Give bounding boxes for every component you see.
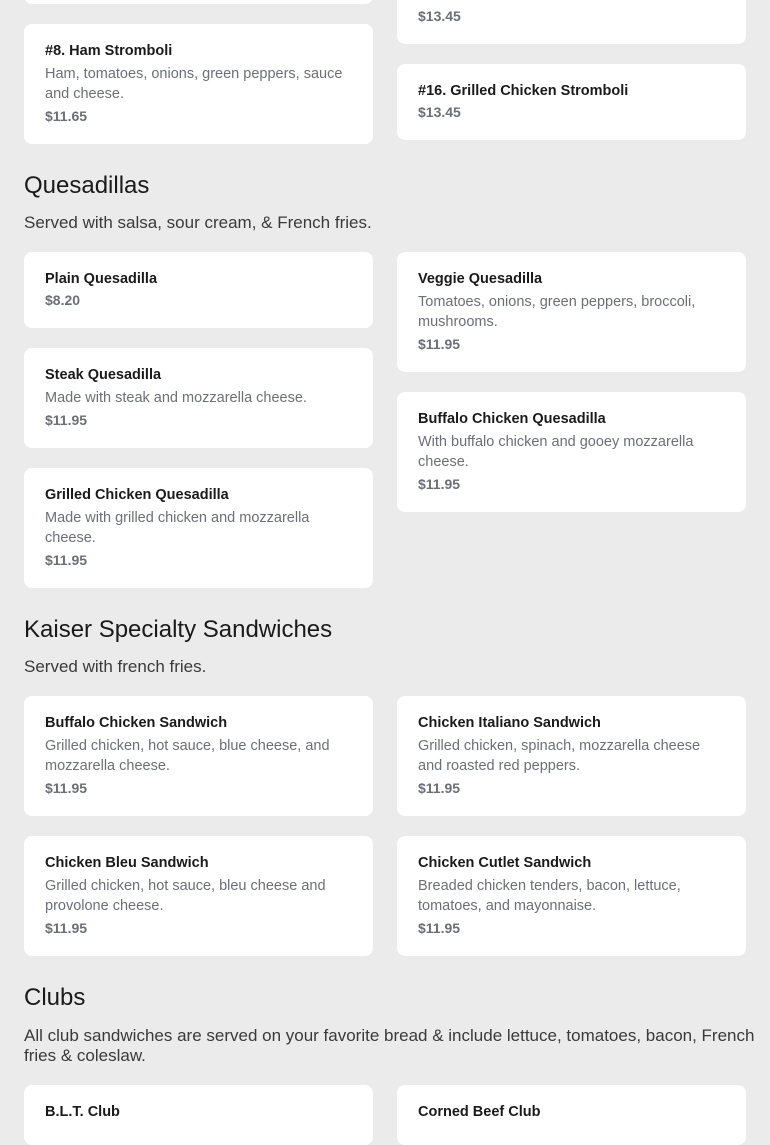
item-name: Grilled Chicken Quesadilla [45,487,229,503]
item-price: $13.45 [418,104,461,120]
menu-item-card[interactable] [24,0,373,4]
section-title-quesadillas: Quesadillas [24,172,150,199]
item-price: $11.95 [45,552,88,568]
menu-item-card[interactable] [397,0,746,44]
menu-item-card-ham-stromboli[interactable] [24,24,373,144]
section-subtitle-quesadillas: Served with salsa, sour cream, & French fries. [24,213,372,232]
menu-item-card-grilled-chicken-quesadilla[interactable] [24,468,373,588]
section-subtitle-kaiser: Served with french fries. [24,657,207,676]
item-price: $11.95 [45,780,88,796]
item-price: $11.95 [45,412,88,428]
item-description: Breaded chicken tenders, bacon, lettuce, tomatoes, and mayonnaise. [418,878,681,914]
item-name: #16. Grilled Chicken Stromboli [418,83,629,99]
item-name: B.L.T. Club [45,1104,120,1120]
item-price: $8.20 [45,292,81,308]
item-description: Grilled chicken, hot sauce, blue cheese, and mozzarella cheese. [45,738,330,774]
item-price: $11.95 [418,476,461,492]
menu-item-card-chicken-cutlet-sandwich[interactable] [397,836,746,956]
item-description: Grilled chicken, spinach, mozzarella cheese and roasted red peppers. [418,738,701,774]
item-description: Made with steak and mozzarella cheese. [45,390,307,406]
item-name: Corned Beef Club [418,1104,541,1120]
menu-item-card-chicken-italiano-sandwich[interactable] [397,696,746,816]
item-name: Chicken Bleu Sandwich [45,855,209,871]
item-description: With buffalo chicken and gooey mozzarella cheese. [418,434,694,470]
item-description: Tomatoes, onions, green peppers, broccoli, mushrooms. [418,294,696,330]
item-description: Made with grilled chicken and mozzarella cheese. [45,510,310,546]
menu-item-card-buffalo-chicken-quesadilla[interactable] [397,392,746,512]
section-title-kaiser: Kaiser Specialty Sandwiches [24,616,333,643]
item-price: $11.95 [418,920,461,936]
section-subtitle-clubs: All club sandwiches are served on your favorite bread & include lettuce, tomatoes, bacon, French fries & coleslaw. [24,1026,755,1065]
item-description: Grilled chicken, hot sauce, bleu cheese and provolone cheese. [45,878,326,914]
item-price: $13.45 [418,8,461,24]
menu-item-card-chicken-bleu-sandwich[interactable] [24,836,373,956]
item-description: Ham, tomatoes, onions, green peppers, sauce and cheese. [45,66,343,102]
menu-item-card-blt-club[interactable] [24,1085,373,1145]
item-name: Steak Quesadilla [45,367,162,383]
menu-item-card-steak-quesadilla[interactable] [24,348,373,448]
item-name: Buffalo Chicken Sandwich [45,715,228,731]
section-title-clubs: Clubs [24,984,86,1011]
menu-item-card-veggie-quesadilla[interactable] [397,252,746,372]
item-name: #8. Ham Stromboli [45,43,173,59]
item-name: Chicken Cutlet Sandwich [418,855,592,871]
menu-item-card-grilled-chicken-stromboli[interactable] [397,64,746,140]
menu-item-card-corned-beef-club[interactable] [397,1085,746,1145]
item-name: Veggie Quesadilla [418,271,543,287]
item-price: $11.95 [45,920,88,936]
item-price: $11.65 [45,108,88,124]
item-price: $11.95 [418,336,461,352]
item-price: $11.95 [418,780,461,796]
item-name: Buffalo Chicken Quesadilla [418,411,606,427]
menu-item-card-plain-quesadilla[interactable] [24,252,373,328]
menu-item-card-buffalo-chicken-sandwich[interactable] [24,696,373,816]
item-name: Plain Quesadilla [45,271,158,287]
item-name: Chicken Italiano Sandwich [418,715,601,731]
